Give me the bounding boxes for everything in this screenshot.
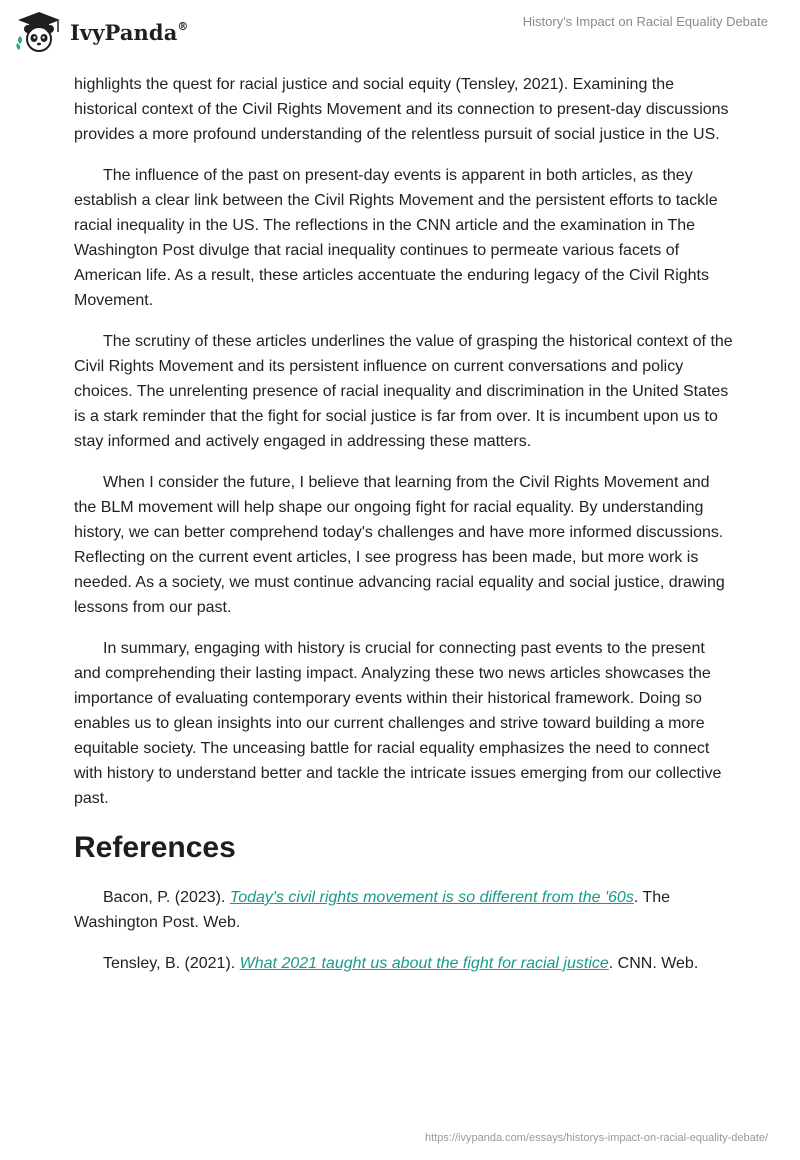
source-url[interactable]: https://ivypanda.com/essays/historys-impact-on-racial-equality-debate/ [425,1132,768,1144]
reference-entry [74,951,734,976]
page-header [0,0,800,72]
reference-link[interactable]: Today's civil rights movement is so different from the '60s [229,889,634,906]
logo-text: IvyPanda® [70,19,189,45]
reference-author: Bacon, P. (2023). [103,889,230,906]
essay-content [74,72,734,992]
body-paragraph: When I consider the future, I believe that learning from the Civil Rights Movement and the BLM movement will help shape our ongoing fight for racial equality. By understanding history, we can better comprehend today's challenges and have more informed discussions. Reflecting on the current event articles, I see progress has been made, but more work is needed. As a society, we must continue advancing racial equality and social justice, drawing lessons from our past. [74,474,725,616]
reference-source: . CNN. Web. [608,955,699,972]
panda-graduate-icon [14,10,64,54]
body-paragraph: In summary, engaging with history is crucial for connecting past events to the present and comprehending their lasting impact. Analyzing these two news articles showcases the importance of evaluating contemporary events within their historical framework. Doing so enables us to glean insights into our current challenges and strive toward building a more equitable society. The unceasing battle for racial equality emphasizes the need to connect with history to understand better and tackle the intricate issues emerging from our collective past. [74,640,722,807]
reference-author: Tensley, B. (2021). [103,955,240,972]
body-paragraph: The influence of the past on present-day events is apparent in both articles, as they establish a clear link between the Civil Rights Movement and the persistent efforts to tackle racial inequality in the US. The reflections in the CNN article and the examination in The Washington Post divulge that racial inequality continues to permeate various facets of American life. As a result, these articles accentuate the enduring legacy of the Civil Rights Movement. [74,167,718,309]
reference-entry [74,885,734,935]
references-heading: References [74,831,236,864]
reference-link[interactable]: What 2021 taught us about the fight for racial justice [239,955,609,972]
document-title: History's Impact on Racial Equality Debate [522,14,768,29]
body-paragraph: The scrutiny of these articles underlines the value of grasping the historical context of the Civil Rights Movement and its persistent influence on current conversations and policy choices. The unrelenting presence of racial inequality and discrimination in the United States is a stark reminder that the fight for social justice is far from over. It is incumbent upon us to stay informed and actively engaged in addressing these matters. [74,333,733,450]
body-paragraph: highlights the quest for racial justice and social equity (Tensley, 2021). Examining the historical context of the Civil Rights Movement and its connection to present-day discussions provides a more profound understanding of the relentless pursuit of social justice in the US. [74,76,729,143]
ivypanda-logo[interactable] [14,10,189,54]
reference-source: . The Washington Post. Web. [74,889,670,931]
